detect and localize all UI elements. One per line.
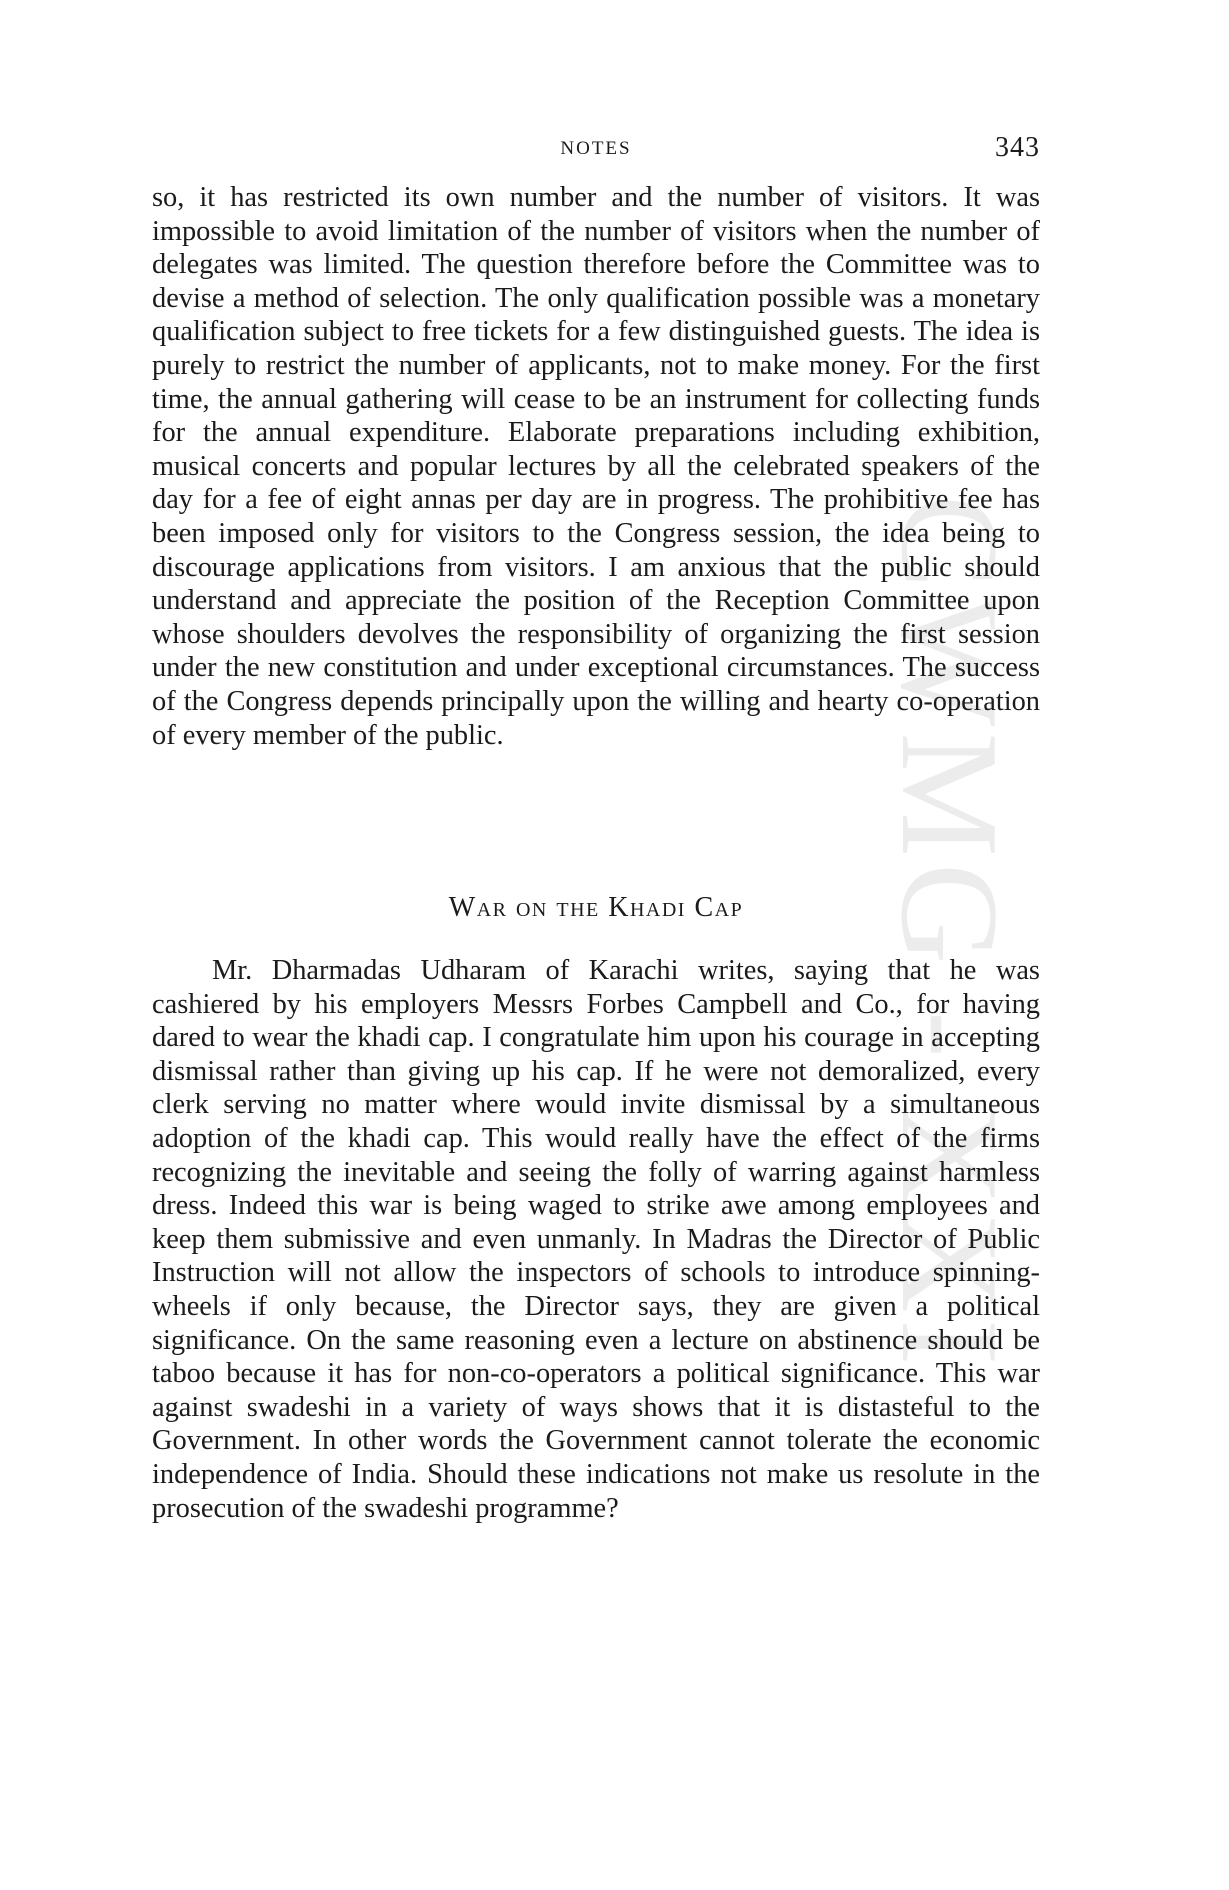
page-number: 343 [995, 132, 1040, 163]
paragraph-continued: so, it has restricted its own number and the number of visitors. It was impossible to avoid limitation of the number of visitors when the number of delegates was limited. The question therefore before the Committee was to devise a method of selection. The only qualification possible was a monetary qualification subject to free tickets for a few distinguished guests. The idea is purely to restrict the number of applicants, not to make money. For the first time, the annual gathering will cease to be an instrument for collecting funds for the annual expenditure. Elaborate preparations including exhibition, musical concerts and popular lectures by all the celebrated speakers of the day for a fee of eight annas per day are in progress. The prohibitive fee has been imposed only for visitors to the Congress session, the idea being to discourage applications from visitors. I am anxious that the public should understand and appreciate the position of the Reception Committee upon whose shoulders devolves the responsibility of organizing the first session under the new constitution and under exceptional circumstances. The success of the Congress depends principally upon the willing and hearty co-operation of every member of the public. [152, 182, 1040, 751]
running-head-title: NOTES [560, 138, 632, 159]
paragraph-khadi-cap: Mr. Dharmadas Udharam of Karachi writes, saying that he was cashiered by his employers Messrs Forbes Campbell and Co., for having dared to wear the khadi cap. I congratulate him upon his courage in accepting dismissal rather than giving up his cap. If he were not demoralized, every clerk serving no matter where would invite dismissal by a simultaneous adoption of the khadi cap. This would really have the effect of the firms recognizing the inevitable and seeing the folly of warring against harmless dress. Indeed this war is being waged to strike awe among employees and keep them submissive and even unmanly. In Madras the Director of Public Instruction will not allow the inspectors of schools to introduce spinning-wheels if only because, the Director says, they are given a political significance. On the same reasoning even a lecture on abstinence should be taboo because it has for non-co-operators a political significance. This war against swadeshi in a variety of ways shows that it is distasteful to the Government. In other words the Government cannot tolerate the economic independence of India. Should these indications not make us resolute in the prosecution of the swadeshi programme? [152, 955, 1040, 1524]
watermark: CWMG - XXI [872, 495, 1027, 1372]
section-title: War on the Khadi Cap [448, 892, 744, 923]
running-head [152, 132, 1040, 172]
